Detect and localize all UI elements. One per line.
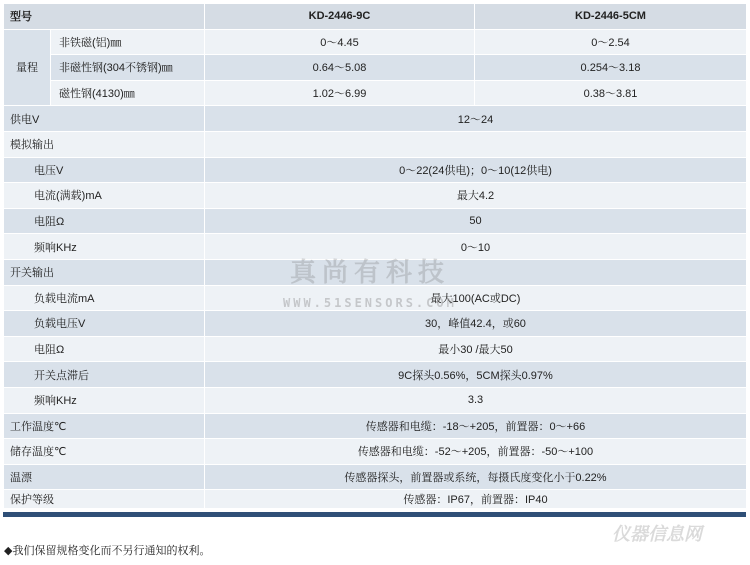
table-row (4, 157, 747, 183)
analog-section-row (4, 131, 747, 157)
table-row (4, 208, 747, 234)
table-row (4, 413, 747, 439)
model-col-9c: KD-2446-9C (205, 4, 475, 30)
disclaimer-note: ◆我们保留规格变化而不另行通知的权利。 (4, 545, 211, 557)
watermark-url: WWW.51SENSORS.COM (283, 296, 457, 310)
switch-value-hysteresis: 9C探头0.56%，5CM探头0.97% (205, 362, 747, 388)
range-value: 0.38～3.81 (475, 80, 747, 106)
range-value: 1.02～6.99 (205, 80, 475, 106)
range-value: 0.64～5.08 (205, 55, 475, 81)
protection-value: 传感器：IP67，前置器：IP40 (205, 490, 747, 509)
range-row-stainless (4, 55, 747, 81)
switch-label-load-current: 负载电流mA (4, 285, 205, 311)
switch-label-resistance: 电阻Ω (4, 336, 205, 362)
analog-value-voltage: 0～22(24供电)；0～10(12供电) (205, 157, 747, 183)
analog-section-label: 模拟输出 (4, 131, 205, 157)
analog-label-resistance: 电阻Ω (4, 208, 205, 234)
header-row (4, 4, 747, 30)
range-row-aluminum (4, 29, 747, 55)
range-row-magnetic (4, 80, 747, 106)
range-label-aluminum: 非铁磁(铝)㎜ (51, 29, 205, 55)
operating-temp-label: 工作温度℃ (4, 413, 205, 439)
analog-value-current: 最大4.2 (205, 183, 747, 209)
bottom-divider (3, 512, 746, 517)
analog-label-frequency: 频响KHz (4, 234, 205, 260)
range-group-label: 量程 (4, 29, 51, 106)
supply-row (4, 106, 747, 132)
range-label-magnetic: 磁性钢(4130)㎜ (51, 80, 205, 106)
range-label-stainless: 非磁性钢(304不锈钢)㎜ (51, 55, 205, 81)
range-value: 0～4.45 (205, 29, 475, 55)
temp-drift-value: 传感器探头，前置器或系统，每摄氏度变化小于0.22% (205, 464, 747, 490)
supply-label: 供电V (4, 106, 205, 132)
switch-section-label: 开关输出 (4, 259, 205, 285)
model-col-5cm: KD-2446-5CM (475, 4, 747, 30)
range-value: 0.254～3.18 (475, 55, 747, 81)
operating-temp-value: 传感器和电缆：-18～+205，前置器：0～+66 (205, 413, 747, 439)
table-row (4, 490, 747, 509)
switch-value-frequency: 3.3 (205, 387, 747, 413)
analog-value-frequency: 0～10 (205, 234, 747, 260)
storage-temp-value: 传感器和电缆：-52～+205，前置器：-50～+100 (205, 439, 747, 465)
table-row (4, 311, 747, 337)
model-label: 型号 (4, 4, 205, 30)
switch-label-frequency: 频响KHz (4, 387, 205, 413)
watermark-site-logo: 仪器信息网 (612, 524, 702, 544)
switch-label-hysteresis: 开关点滞后 (4, 362, 205, 388)
switch-value-resistance: 最小30 /最大50 (205, 336, 747, 362)
table-row (4, 336, 747, 362)
switch-label-load-voltage: 负载电压V (4, 311, 205, 337)
temp-drift-label: 温漂 (4, 464, 205, 490)
supply-value: 12～24 (205, 106, 747, 132)
table-row (4, 387, 747, 413)
protection-label: 保护等级 (4, 490, 205, 509)
table-row (4, 362, 747, 388)
watermark-company: 真尚有科技 (290, 257, 451, 287)
analog-label-current: 电流(满载)mA (4, 183, 205, 209)
table-row (4, 183, 747, 209)
storage-temp-label: 储存温度℃ (4, 439, 205, 465)
range-value: 0～2.54 (475, 29, 747, 55)
switch-value-load-voltage: 30，峰值42.4，或60 (205, 311, 747, 337)
table-row (4, 439, 747, 465)
analog-label-voltage: 电压V (4, 157, 205, 183)
analog-value-resistance: 50 (205, 208, 747, 234)
switch-value-load-current: 最大100(AC或DC) (205, 285, 747, 311)
table-row (4, 464, 747, 490)
